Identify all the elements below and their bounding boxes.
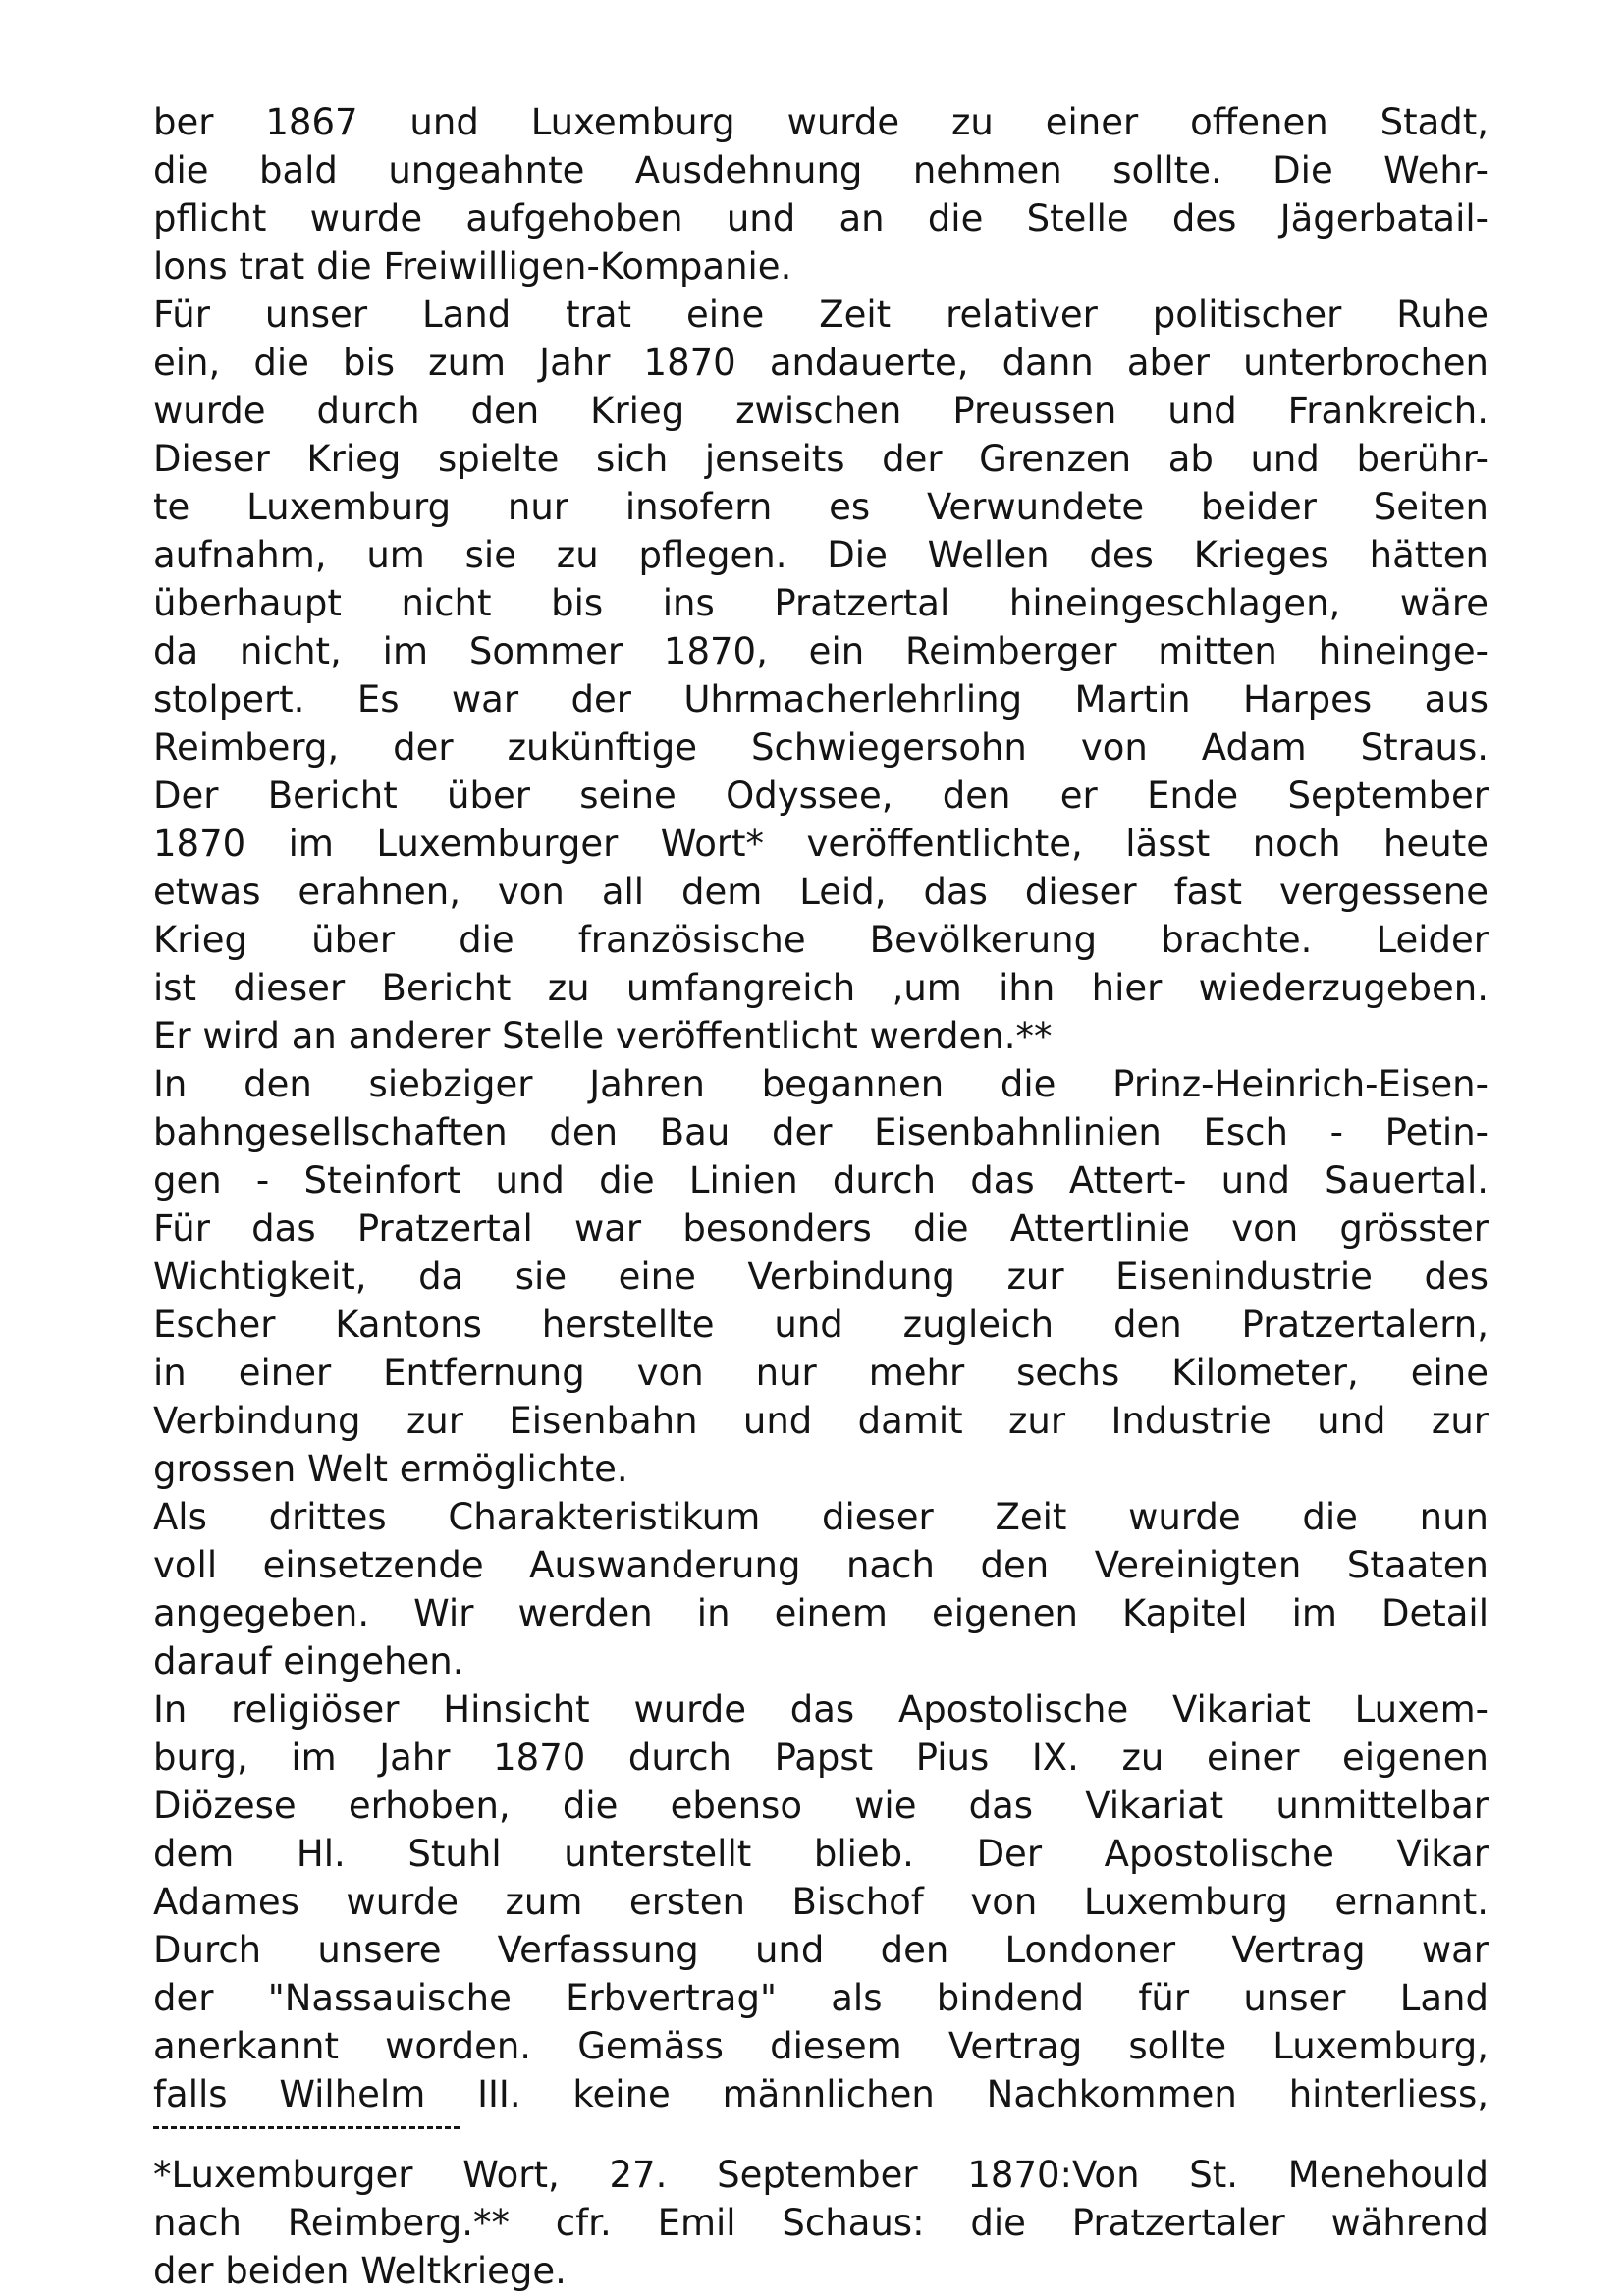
text-line: burg, im Jahr 1870 durch Papst Pius IX. zu einer eigenen <box>153 1736 1489 1779</box>
footnote-line: *Luxemburger Wort, 27. September 1870:Von St. Menehould <box>153 2154 1489 2196</box>
text-line: lons trat die Freiwilligen-Kompanie. <box>153 245 792 288</box>
text-line: in einer Entfernung von nur mehr sechs Kilometer, eine <box>153 1352 1489 1394</box>
text-line: Diözese erhoben, die ebenso wie das Vikariat unmittelbar <box>153 1785 1489 1827</box>
text-line: überhaupt nicht bis ins Pratzertal hineingeschlagen, wäre <box>153 582 1489 624</box>
text-line: Durch unsere Verfassung und den Londoner Vertrag war <box>153 1929 1489 1971</box>
text-line: ein, die bis zum Jahr 1870 andauerte, dann aber unterbrochen <box>153 342 1489 384</box>
footnotes <box>153 2151 1489 2295</box>
text-line: Der Bericht über seine Odyssee, den er Ende September <box>153 774 1489 817</box>
text-line: anerkannt worden. Gemäss diesem Vertrag sollte Luxemburg, <box>153 2025 1489 2067</box>
text-line: grossen Welt ermöglichte. <box>153 1448 628 1490</box>
footnote-line: nach Reimberg.** cfr. Emil Schaus: die Pratzertaler während <box>153 2202 1489 2244</box>
text-line: Für unser Land trat eine Zeit relativer politischer Ruhe <box>153 294 1489 336</box>
text-line: dem Hl. Stuhl unterstellt blieb. Der Apostolische Vikar <box>153 1833 1489 1875</box>
text-line: bahngesellschaften den Bau der Eisenbahnlinien Esch - Petin- <box>153 1111 1489 1153</box>
text-line: Wichtigkeit, da sie eine Verbindung zur Eisenindustrie des <box>153 1255 1489 1298</box>
document-page <box>153 98 1489 2295</box>
text-line: 1870 im Luxemburger Wort* veröffentlichte, lässt noch heute <box>153 823 1489 865</box>
text-line: ber 1867 und Luxemburg wurde zu einer offenen Stadt, <box>153 101 1489 143</box>
text-line: In religiöser Hinsicht wurde das Apostolische Vikariat Luxem- <box>153 1688 1489 1731</box>
text-line: aufnahm, um sie zu pflegen. Die Wellen des Krieges hätten <box>153 534 1489 576</box>
text-line: Escher Kantons herstellte und zugleich den Pratzertalern, <box>153 1304 1489 1346</box>
text-line: Adames wurde zum ersten Bischof von Luxemburg ernannt. <box>153 1881 1489 1923</box>
text-line: Reimberg, der zukünftige Schwiegersohn von Adam Straus. <box>153 726 1489 769</box>
body-text <box>153 98 1489 2118</box>
text-line: stolpert. Es war der Uhrmacherlehrling Martin Harpes aus <box>153 678 1489 721</box>
text-line: te Luxemburg nur insofern es Verwundete beider Seiten <box>153 486 1489 528</box>
text-line: die bald ungeahnte Ausdehnung nehmen sollte. Die Wehr- <box>153 149 1489 191</box>
text-line: pflicht wurde aufgehoben und an die Stelle des Jägerbatail- <box>153 197 1489 240</box>
text-line: Verbindung zur Eisenbahn und damit zur Industrie und zur <box>153 1400 1489 1442</box>
footnote-line: der beiden Weltkriege. <box>153 2250 567 2292</box>
text-line: Für das Pratzertal war besonders die Attertlinie von grösster <box>153 1207 1489 1250</box>
text-line: da nicht, im Sommer 1870, ein Reimberger mitten hineinge- <box>153 630 1489 672</box>
text-line: gen - Steinfort und die Linien durch das Attert- und Sauertal. <box>153 1159 1489 1201</box>
text-line: falls Wilhelm III. keine männlichen Nachkommen hinterliess, <box>153 2073 1489 2115</box>
text-line: Er wird an anderer Stelle veröffentlicht werden.** <box>153 1015 1053 1057</box>
text-line: angegeben. Wir werden in einem eigenen Kapitel im Detail <box>153 1592 1489 1634</box>
text-line: Krieg über die französische Bevölkerung brachte. Leider <box>153 919 1489 961</box>
text-line: der "Nassauische Erbvertrag" als bindend für unser Land <box>153 1977 1489 2019</box>
text-line: darauf eingehen. <box>153 1640 464 1682</box>
text-line: voll einsetzende Auswanderung nach den Vereinigten Staaten <box>153 1544 1489 1586</box>
text-line: ist dieser Bericht zu umfangreich ,um ihn hier wiederzugeben. <box>153 967 1489 1009</box>
text-line: wurde durch den Krieg zwischen Preussen und Frankreich. <box>153 390 1489 432</box>
text-line: Als drittes Charakteristikum dieser Zeit wurde die nun <box>153 1496 1489 1538</box>
text-line: etwas erahnen, von all dem Leid, das dieser fast vergessene <box>153 871 1489 913</box>
text-line: Dieser Krieg spielte sich jenseits der Grenzen ab und berühr- <box>153 438 1489 480</box>
text-line: In den siebziger Jahren begannen die Prinz-Heinrich-Eisen- <box>153 1063 1489 1105</box>
footnote-separator <box>153 2126 460 2129</box>
